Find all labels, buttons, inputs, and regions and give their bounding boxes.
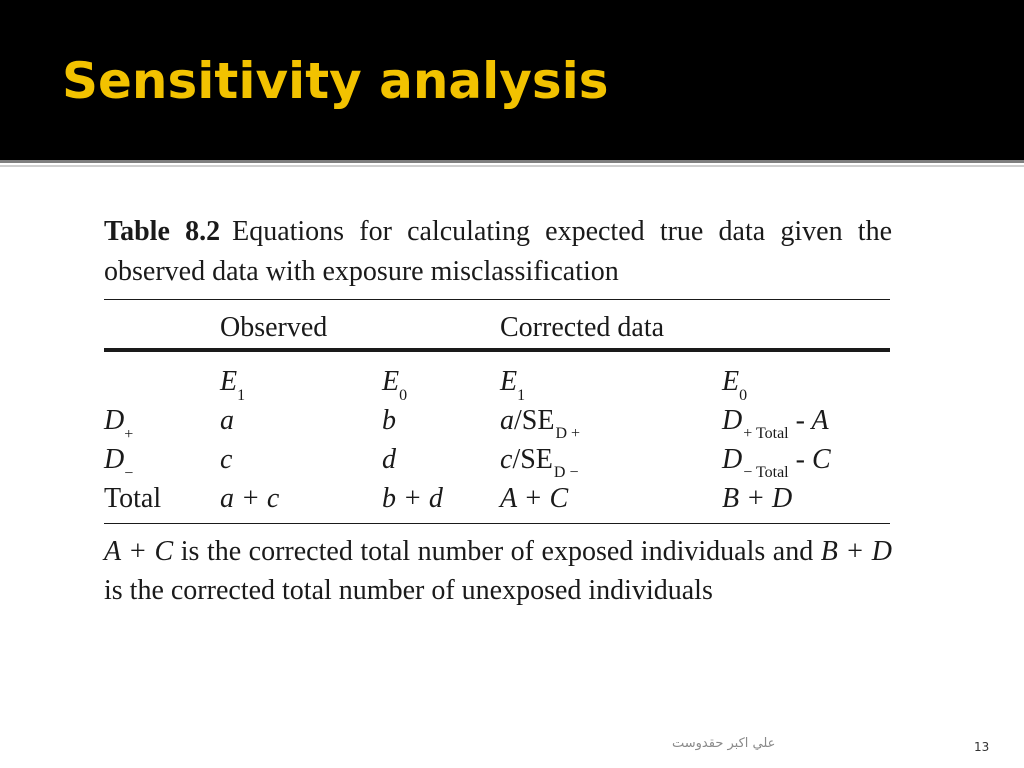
col-header-corrected-e0: $E_0$: [722, 366, 748, 404]
cell-observed-c: c: [220, 444, 233, 475]
cell-total-observed-e0: b + d: [382, 483, 443, 514]
cell-total-corrected-e0: B + D: [722, 483, 793, 514]
col-header-observed-e1: $E_1$: [220, 366, 246, 404]
row-label-d-plus: $D_+$: [104, 405, 134, 443]
row-label-total: Total: [104, 483, 162, 514]
table-top-rule: [104, 299, 890, 300]
col-header-corrected-e1: $E_1$: [500, 366, 526, 404]
table-bottom-rule: [104, 523, 890, 524]
title-divider-light: [0, 165, 1024, 167]
cell-corrected-c-se: $c/SE_{D -}$: [500, 444, 579, 481]
cell-observed-b: b: [382, 405, 396, 436]
group-header-corrected: Corrected data: [500, 312, 665, 343]
col-header-observed-e0: $E_0$: [382, 366, 408, 404]
table-header-rule: [104, 348, 890, 352]
cell-observed-d: d: [382, 444, 396, 475]
cell-corrected-d-minus-total: $D_{- Total}$ - C: [722, 444, 831, 481]
group-header-observed: Observed: [220, 312, 328, 343]
table-caption: [104, 212, 892, 292]
table-label: Table 8.2: [104, 216, 221, 247]
cell-total-observed-e1: a + c: [220, 483, 280, 514]
table-footnote: A + C is the corrected total number of exposed individuals and B + D is the corrected total number of unexposed individuals: [104, 536, 893, 606]
slide-title: Sensitivity analysis: [62, 52, 609, 110]
table-caption-text: Equations for calculating expected true data given the observed data with exposure misclassification: [104, 216, 892, 287]
footer-author: علي اكبر حقدوست: [672, 736, 776, 751]
title-divider: [0, 160, 1024, 163]
cell-corrected-d-plus-total: $D_{+ Total}$ - A: [722, 405, 829, 442]
cell-corrected-a-se: $a/SE_{D +}$: [500, 405, 581, 442]
row-label-d-minus: $D_-$: [104, 444, 134, 482]
page-number: 13: [974, 740, 990, 754]
cell-observed-a: a: [220, 405, 234, 436]
cell-total-corrected-e1: A + C: [500, 483, 569, 514]
